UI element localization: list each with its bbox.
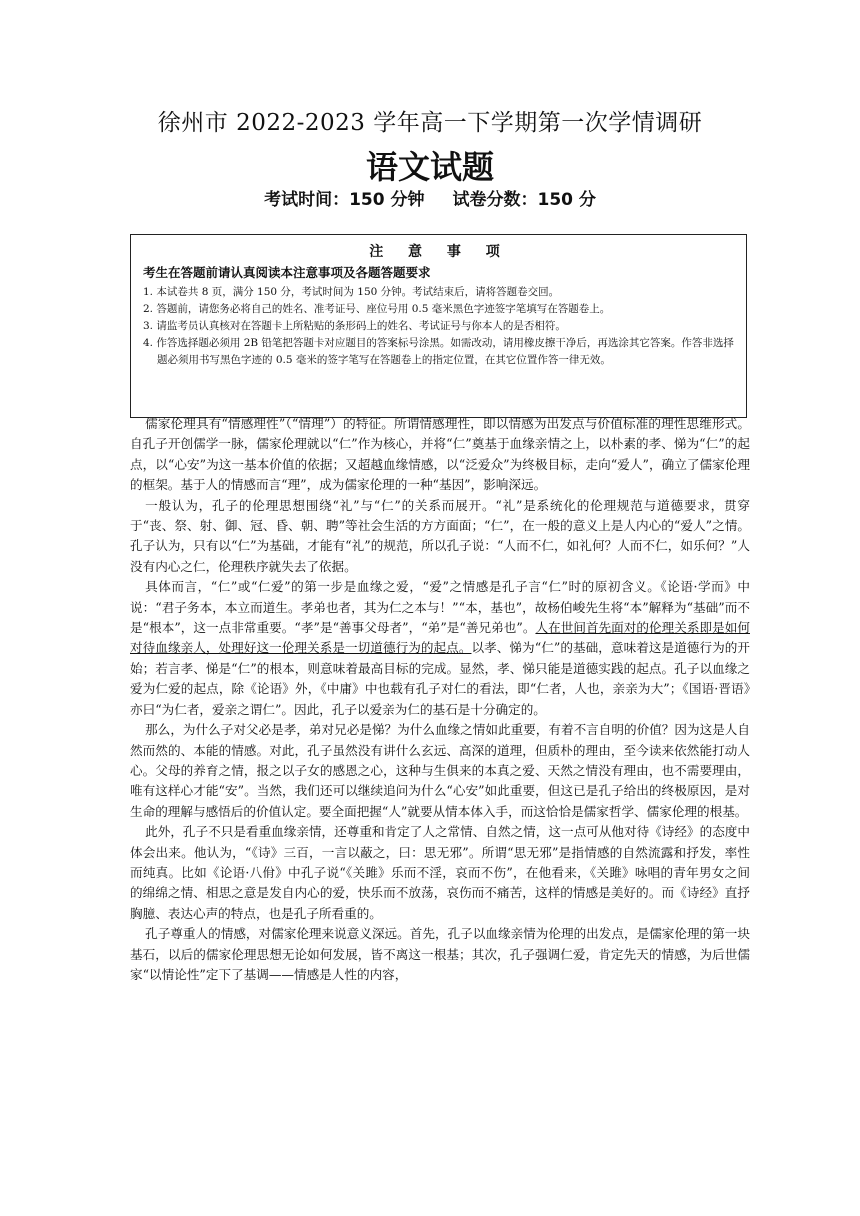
paragraph	[130, 577, 750, 720]
paragraph-text: 具体而言，“仁”或“仁爱”的第一步是血缘之爱，“爱”之情感是孔子言“仁”时的原初含义。《论语·学而》中说：“君子务本，本立而道生。孝弟也者，其为仁之本与！”“本，基也”，故杨伯峻先生将“本”解释为“基础”而不是“根本”，这一点非常重要。“孝”是“善事父母者”，“弟”是“善兄弟也”。	[130, 579, 750, 636]
exam-time: 考试时间：150 分钟	[264, 190, 425, 210]
paragraph: 此外，孔子不只是看重血缘亲情，还尊重和肯定了人之常情、自然之情，这一点可从他对待《诗经》的态度中体会出来。他认为，“《诗》三百，一言以蔽之，曰：思无邪”。所谓“思无邪”是指情感的自然流露和抒发，率性而纯真。比如《论语·八佾》中孔子说“《关雎》乐而不淫，哀而不伤”，在他看来，《关雎》咏唱的青年男女之间的绵绵之情、相思之意是发自内心的爱，快乐而不放荡，哀伤而不痛苦，这样的情感是美好的。而《诗经》直抒胸臆、表达心声的特点，也是孔子所看重的。	[130, 824, 750, 921]
notice-item: 2. 答题前，请您务必将自己的姓名、准考证号、座位号用 0.5 毫米黑色字迹签字笔填写在答题卷上。	[143, 303, 611, 315]
reading-passage	[130, 414, 750, 985]
paragraph-text: 以孝、悌为“仁”的基础，意味着这是道德行为的开始；若言孝、悌是“仁”的根本，则意味着最高目标的完成。显然，孝、悌只能是道德实践的起点。孔子以血缘之爱为仁爱的起点，除《论语》外，《中庸》中也载有孔子对仁的看法，即“仁者，人也，亲亲为大”；《国语·晋语》亦曰“为仁者，爱亲之谓仁”。因此，孔子以爱亲为仁的基石是十分确定的。	[130, 640, 750, 717]
exam-score: 试卷分数：150 分	[452, 190, 596, 210]
notice-box	[130, 234, 747, 418]
notice-item: 3. 请监考员认真核对在答题卡上所粘贴的条形码上的姓名、考试证号与你本人的是否相符。	[143, 320, 566, 332]
notice-item: 4. 作答选择题必须用 2B 铅笔把答题卡对应题目的答案标号涂黑。如需改动，请用橡皮擦干净后，再选涂其它答案。作答非选择题必须用书写黑色字迹的 0.5 毫米的签字笔写在答题卷上的指定位置，在其它位置作答一律无效。	[143, 337, 734, 366]
underlined-sentence: 人在世间首先面对的伦理关系即是如何对待血缘亲人，处理好这一伦理关系是一切道德行为的起点。	[130, 620, 750, 656]
notice-list	[143, 284, 736, 369]
paragraph: 儒家伦理具有“情感理性”（“情理”）的特征。所谓情感理性，即以情感为出发点与价值标准的理性思维形式。自孔子开创儒学一脉，儒家伦理就以“仁”作为核心，并将“仁”奠基于血缘亲情之上，以朴素的孝、悌为“仁”的起点，以“心安”为这一基本价值的依据；又超越血缘情感，以“泛爱众”为终极目标，走向“爱人”，确立了儒家伦理的框架。基于人的情感而言“理”，成为儒家伦理的一种“基因”，影响深远。	[130, 416, 750, 493]
notice-title: 注 意 事 项	[369, 244, 510, 260]
notice-item: 1. 本试卷共 8 页，满分 150 分，考试时间为 150 分钟。考试结束后，请将答题卷交回。	[143, 286, 560, 298]
page-title: 徐州市 2022-2023 学年高一下学期第一次学情调研	[157, 110, 703, 136]
notice-intro: 考生在答题前请认真阅读本注意事项及各题答题要求	[143, 265, 431, 280]
exam-info	[0, 185, 860, 210]
paragraph: 孔子尊重人的情感，对儒家伦理来说意义深远。首先，孔子以血缘亲情为伦理的出发点，是儒家伦理的第一块基石，以后的儒家伦理思想无论如何发展，皆不离这一根基；其次，孔子强调仁爱，肯定先天的情感，为后世儒家“以情论性”定下了基调——情感是人性的内容，	[130, 926, 750, 982]
paragraph: 一般认为，孔子的伦理思想围绕“礼”与“仁”的关系而展开。“礼”是系统化的伦理规范与道德要求，贯穿于“丧、祭、射、御、冠、昏、朝、聘”等社会生活的方方面面；“仁”，在一般的意义上是人内心的“爱人”之情。孔子认为，只有以“仁”为基础，才能有“礼”的规范，所以孔子说：“人而不仁，如礼何？人而不仁，如乐何？”人没有内心之仁，伦理秩序就失去了依据。	[130, 497, 750, 574]
paragraph: 那么，为什么子对父必是孝，弟对兄必是悌？为什么血缘之情如此重要，有着不言自明的价值？因为这是人自然而然的、本能的情感。对此，孔子虽然没有讲什么玄远、高深的道理，但质朴的理由，至今读来依然能打动人心。父母的养育之情，报之以子女的感恩之心，这种与生俱来的本真之爱、天然之情没有理由，也不需要理由，唯有这样心才能“安”。当然，我们还可以继续追问为什么“心安”如此重要，但这已是孔子给出的终极原因，是对生命的理解与感悟后的价值认定。要全面把握“人”就要从情本体入手，而这恰恰是儒家哲学、儒家伦理的根基。	[130, 722, 750, 819]
subject-title: 语文试题	[365, 148, 494, 186]
